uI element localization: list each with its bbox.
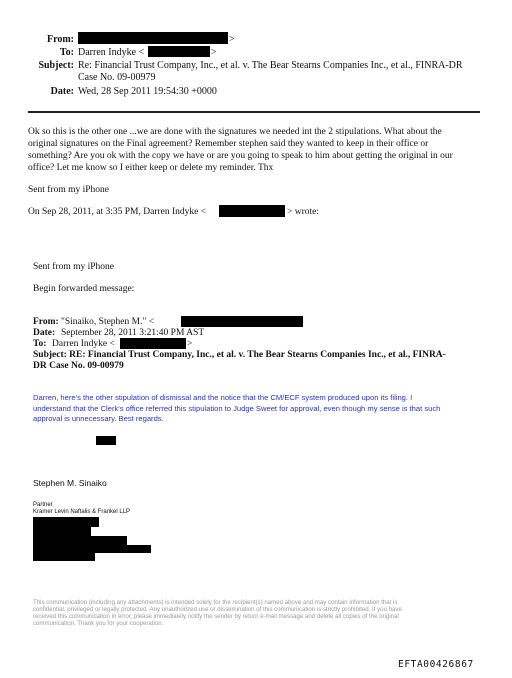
redacted-sender (78, 32, 228, 44)
fwd-to-close: > (187, 339, 193, 349)
date-label: Date: (50, 86, 74, 97)
fwd-date-label: Date: (33, 328, 56, 338)
fwd-to-value: Darren Indyke < (52, 339, 115, 349)
redacted-fwd-to-email (120, 338, 186, 349)
document-id: EFTA00426867 (398, 659, 474, 670)
to-value: Darren Indyke < (78, 47, 145, 58)
fwd-to-label: To: (33, 339, 47, 349)
body-line-3: something? Are you ok with the copy we have or are you going to speak to him about getting the original in our (28, 151, 453, 161)
disclaimer-line-1: This communication (including any attachments) is intended solely for the recipient(s) named above and may contain information that is (33, 599, 398, 606)
to-label: To: (59, 47, 74, 58)
sent-from-iphone-1: Sent from my iPhone (28, 185, 110, 195)
disclaimer-line-2: confidential, privileged or legally protected. Any unauthorized use or dissemination of this communication is strictly prohibited. If you have (33, 606, 402, 613)
redacted-sig-line-4 (33, 545, 151, 553)
body-line-2: original signatures on the Final agreement? Remember stephen said they wanted to keep in their office or (28, 139, 429, 149)
redacted-to-email (148, 46, 210, 57)
fwd-from-value: "Sinaiko, Stephen M." < (61, 317, 155, 327)
body-line-4: office? Let me know so I either keep or delete my reminder. Thx (28, 163, 274, 173)
subject-line-1: Re: Financial Trust Company, Inc., et al. v. The Bear Stearns Companies Inc., et al., FINRA-DR (78, 60, 463, 71)
sent-from-iphone-2: Sent from my iPhone (33, 262, 115, 272)
subject-line-2: Case No. 09-00979 (78, 72, 156, 83)
redacted-sig-line-2 (33, 527, 91, 536)
redacted-wrote-email (219, 205, 285, 217)
redacted-sig-line-5 (33, 553, 95, 561)
disclaimer-line-3: received this communication in error, please immediately notify the sender by return e-mail message and delete all copies of the original (33, 613, 399, 620)
message-line-2: understand that the Clerk's office referred this stipulation to Judge Sweet for approval, even though my sense is that such (33, 404, 441, 413)
message-line-1: Darren, here's the other stipulation of dismissal and the notice that the CM/ECF system produced upon its filing. I (33, 393, 413, 402)
signature-title: Partner (33, 502, 53, 508)
disclaimer-line-4: communication. Thank you for your cooperation. (33, 620, 164, 627)
fwd-subject-line-1: Subject: RE: Financial Trust Company, Inc., et al. v. The Bear Stearns Companies Inc., et al., FINRA- (33, 350, 446, 360)
redacted-small-block (96, 436, 116, 445)
subject-label: Subject: (38, 60, 74, 71)
to-close: > (211, 47, 217, 58)
signature-firm: Kramer Levin Naftalis & Frankel LLP (33, 509, 131, 515)
redacted-fwd-from-email (181, 316, 303, 327)
fwd-date-value: September 28, 2011 3:21:40 PM AST (61, 328, 205, 338)
body-line-1: Ok so this is the other one ...we are done with the signatures we needed int the 2 stipulations. What about the (28, 127, 442, 137)
from-close: > (229, 34, 235, 45)
from-label: From: (46, 34, 74, 45)
fwd-from-label: From: (33, 317, 59, 327)
fwd-subject-line-2: DR Case No. 09-00979 (33, 361, 124, 371)
message-line-3: approval is unnecessary. Best regards. (33, 414, 164, 423)
redacted-sig-line-3 (33, 536, 127, 545)
redacted-sig-line-1 (33, 517, 99, 527)
on-wrote-suffix: > wrote: (287, 207, 320, 217)
date-value: Wed, 28 Sep 2011 19:54:30 +0000 (78, 86, 217, 97)
signature-name: Stephen M. Sinaiko (33, 478, 107, 488)
on-wrote-prefix: On Sep 28, 2011, at 3:35 PM, Darren Indyke < (28, 207, 207, 217)
begin-forwarded: Begin forwarded message: (33, 284, 135, 294)
header-divider (28, 111, 480, 113)
